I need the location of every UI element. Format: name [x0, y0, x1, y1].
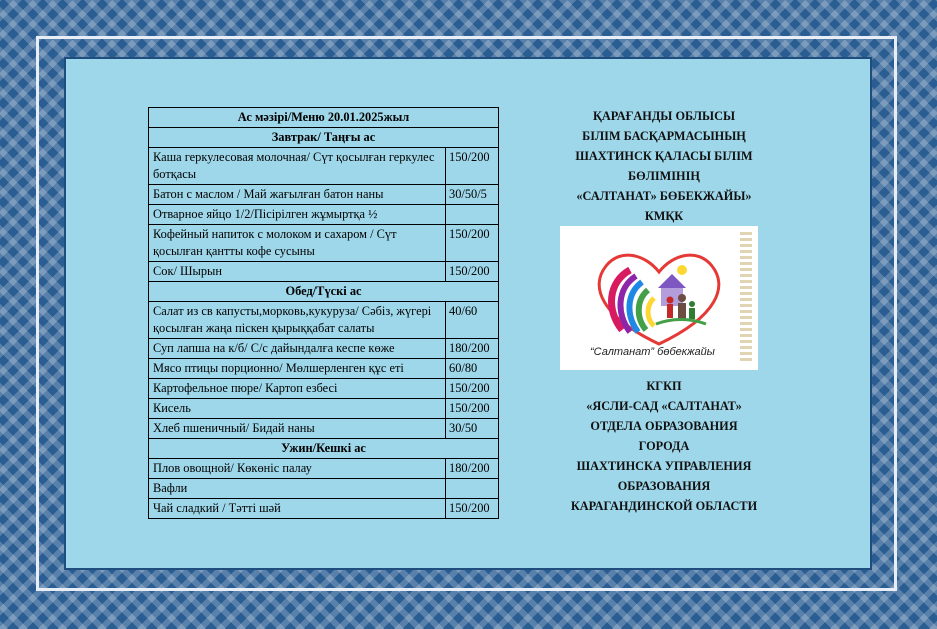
logo-caption: “Салтанат” бөбекжайы [590, 346, 715, 358]
dish-name: Суп лапша на к/б/ С/с дайындалға кеспе көже [149, 339, 446, 359]
organization-name-ru [548, 376, 780, 516]
org-ru-line: КАРАГАНДИНСКОЙ ОБЛАСТИ [570, 499, 758, 513]
menu-row [149, 148, 499, 185]
menu-row [149, 205, 499, 225]
menu-table [148, 107, 499, 519]
dish-name: Хлеб пшеничный/ Бидай наны [149, 419, 446, 439]
org-kz-line: БӨЛІМІНІҢ [628, 169, 700, 183]
menu-row [149, 185, 499, 205]
menu-row [149, 225, 499, 262]
org-kz-line: БІЛІМ БАСҚАРМАСЫНЫҢ [582, 129, 746, 143]
dish-qty: 40/60 [446, 302, 499, 339]
ornament-strip [740, 232, 752, 364]
org-kz-line: ҚАРАҒАНДЫ ОБЛЫСЫ [592, 109, 736, 123]
menu-title-row [149, 108, 499, 128]
dish-name: Кофейный напиток с молоком и сахаром / Сүт қосылған қантты кофе сусыны [149, 225, 446, 262]
org-kz-line: «САЛТАНАТ» БӨБЕКЖАЙЫ» [576, 189, 752, 203]
dish-qty: 60/80 [446, 359, 499, 379]
org-ru-line: «ЯСЛИ-САД «САЛТАНАТ» [586, 399, 742, 413]
dish-name: Плов овощной/ Көкөніс палау [149, 459, 446, 479]
section-title: Обед/Түскі ас [149, 282, 499, 302]
kindergarten-logo [560, 226, 758, 370]
section-row [149, 439, 499, 459]
dish-qty: 180/200 [446, 339, 499, 359]
org-ru-line: ОТДЕЛА ОБРАЗОВАНИЯ [590, 419, 738, 433]
menu-row [149, 399, 499, 419]
menu-row [149, 339, 499, 359]
dish-name: Салат из св капусты,морковь,кукуруза/ Сәбіз, жүгері қосылған жаңа піскен қырыққабат салаты [149, 302, 446, 339]
dish-qty: 150/200 [446, 148, 499, 185]
dish-name: Кисель [149, 399, 446, 419]
menu-title: Ас мәзірі/Меню 20.01.2025жыл [149, 108, 499, 128]
menu-row [149, 379, 499, 399]
org-ru-line: ШАХТИНСКА УПРАВЛЕНИЯ [576, 459, 752, 473]
dish-name: Картофельное пюре/ Картоп езбесі [149, 379, 446, 399]
section-title: Завтрак/ Таңғы ас [149, 128, 499, 148]
menu-row [149, 302, 499, 339]
dish-qty [446, 205, 499, 225]
dish-qty: 30/50 [446, 419, 499, 439]
dish-name: Отварное яйцо 1/2/Пісірілген жұмыртқа ½ [149, 205, 446, 225]
menu-row [149, 459, 499, 479]
organization-name-kz [548, 106, 780, 226]
dish-name: Мясо птицы порционно/ Мөлшерленген құс еті [149, 359, 446, 379]
menu-row [149, 262, 499, 282]
dish-qty: 150/200 [446, 262, 499, 282]
menu-row [149, 359, 499, 379]
section-row [149, 282, 499, 302]
section-row [149, 128, 499, 148]
dish-name: Каша геркулесовая молочная/ Сүт қосылған геркулес ботқасы [149, 148, 446, 185]
dish-qty: 150/200 [446, 399, 499, 419]
org-ru-line: ГОРОДА [638, 439, 690, 453]
dish-qty: 180/200 [446, 459, 499, 479]
dish-name: Вафли [149, 479, 446, 499]
menu-row [149, 499, 499, 519]
org-ru-line: КГКП [646, 379, 682, 393]
org-kz-line: ШАХТИНСК ҚАЛАСЫ БІЛІМ [575, 149, 753, 163]
dish-qty: 150/200 [446, 499, 499, 519]
org-ru-line: ОБРАЗОВАНИЯ [617, 479, 711, 493]
dish-qty: 150/200 [446, 379, 499, 399]
menu-row [149, 419, 499, 439]
dish-name: Сок/ Шырын [149, 262, 446, 282]
org-kz-line: КМҚК [644, 209, 684, 223]
section-title: Ужин/Кешкі ас [149, 439, 499, 459]
dish-qty: 30/50/5 [446, 185, 499, 205]
dish-name: Батон с маслом / Май жағылған батон наны [149, 185, 446, 205]
dish-qty [446, 479, 499, 499]
menu-row [149, 479, 499, 499]
dish-qty: 150/200 [446, 225, 499, 262]
dish-name: Чай сладкий / Тәтті шәй [149, 499, 446, 519]
